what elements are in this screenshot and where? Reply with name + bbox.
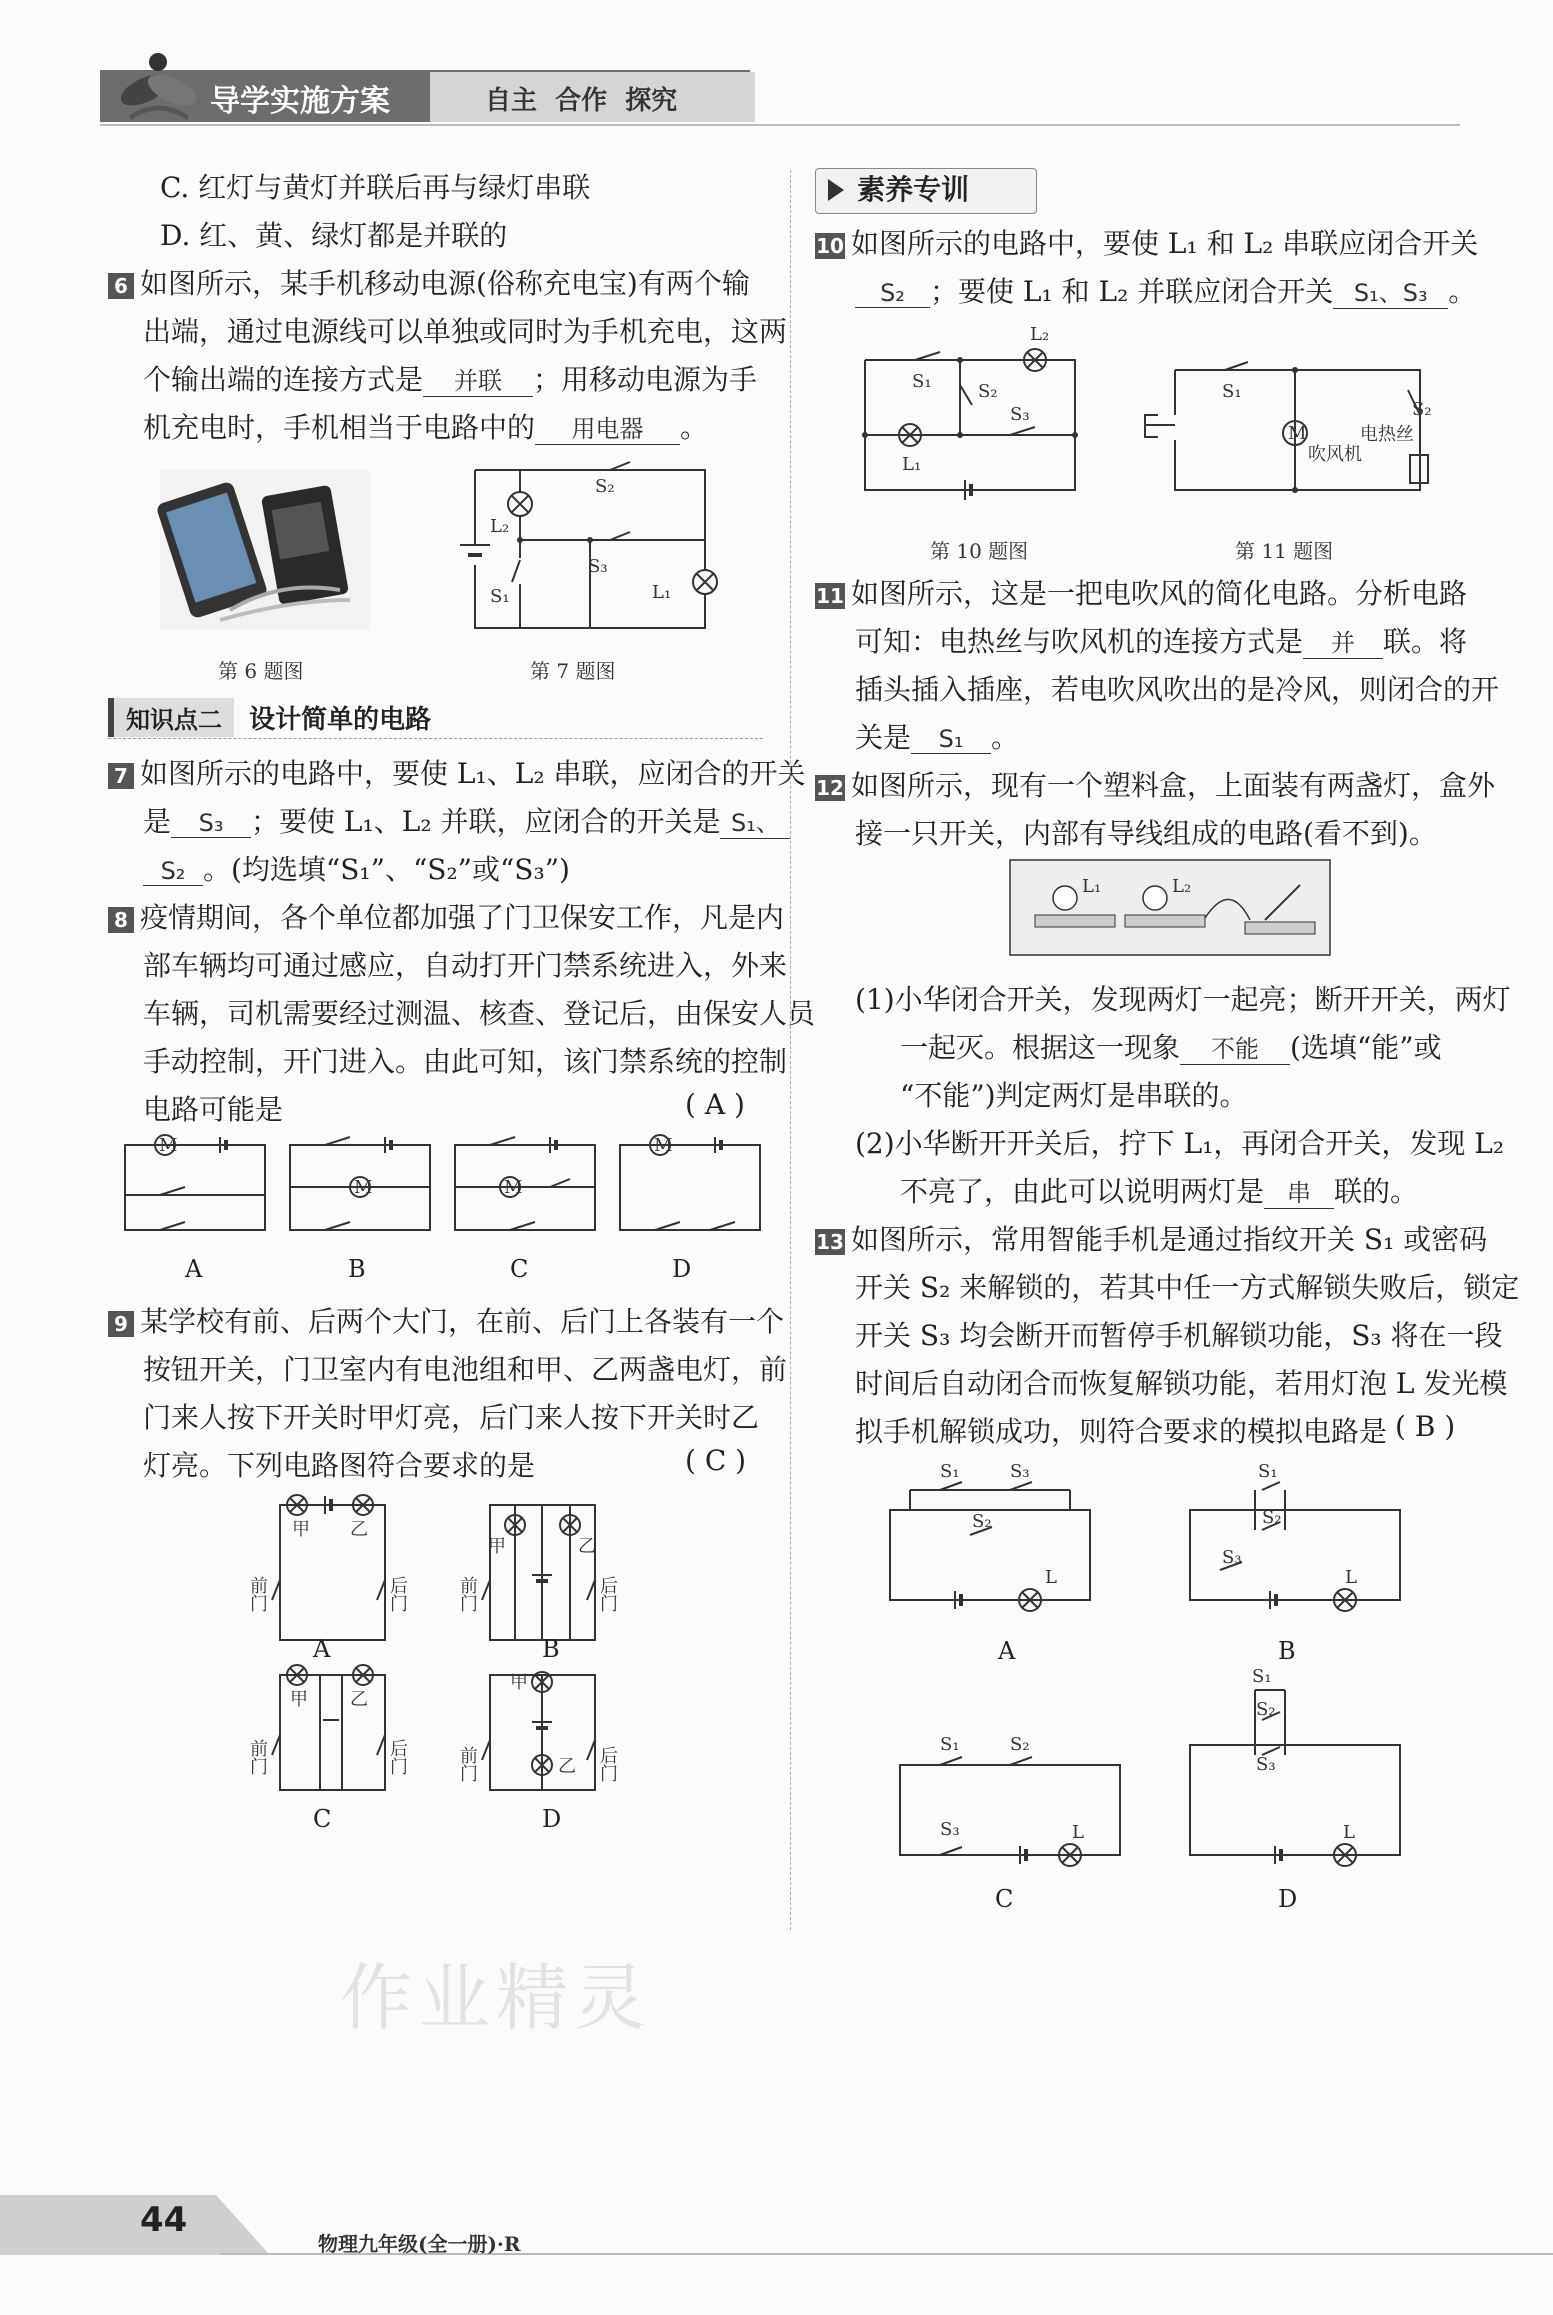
option-c: C. 红灯与黄灯并联后再与绿灯串联: [160, 171, 591, 204]
svg-text:M: M: [654, 1135, 673, 1156]
svg-text:门: 门: [600, 1764, 618, 1785]
svg-text:电热丝: 电热丝: [1360, 424, 1414, 445]
q7-answer-2: S₁、: [720, 803, 790, 839]
q12-number: 12: [816, 775, 844, 800]
q6-number: 6: [108, 273, 134, 299]
q9-line1: 9 某学校有前、后两个大门，在前、后门上各装有一个: [108, 1300, 784, 1340]
svg-text:L: L: [1045, 1567, 1057, 1588]
q7-number: 7: [108, 763, 134, 789]
right-section-title: 素养专训: [857, 173, 970, 206]
svg-text:S₂: S₂: [1010, 1734, 1030, 1755]
svg-text:L₁: L₁: [902, 454, 922, 475]
svg-text:S₂: S₂: [1412, 399, 1432, 420]
svg-text:L: L: [1343, 1822, 1355, 1843]
q13-circuit-a: [890, 1461, 1090, 1611]
footer-bar: [0, 2195, 270, 2255]
q11-answer-2: S₁: [911, 725, 991, 754]
q10-answer-1: S₂: [855, 279, 930, 308]
svg-text:前: 前: [250, 1576, 268, 1597]
option-d: D. 红、黄、绿灯都是并联的: [160, 219, 508, 252]
q8-line4: 手动控制，开门进入。由此可知，该门禁系统的控制: [143, 1045, 788, 1078]
q9-option-b: B: [542, 1635, 560, 1663]
svg-text:门: 门: [600, 1594, 618, 1615]
svg-text:门: 门: [390, 1757, 408, 1778]
svg-text:甲: 甲: [292, 1519, 310, 1540]
svg-text:S₁: S₁: [940, 1461, 960, 1482]
q7-answer-1: S₃: [171, 809, 251, 838]
logo-icon: [110, 48, 200, 128]
svg-text:后: 后: [390, 1739, 408, 1760]
q8-option-d: D: [672, 1255, 692, 1283]
q13-circuit-b: [1190, 1461, 1400, 1611]
q8-line3: 车辆，司机需要经过测温、核查、登记后，由保安人员: [143, 997, 816, 1030]
svg-text:后: 后: [600, 1746, 618, 1767]
watermark: 作业精灵: [340, 1956, 653, 2040]
column-divider: [790, 170, 791, 1930]
q7-line2: 是 S₃ ；要使 L₁、L₂ 并联，应闭合的开关是 S₁、: [143, 800, 790, 840]
q13-line2: 开关 S₂ 来解锁的，若其中任一方式解锁失败后，锁定: [855, 1271, 1520, 1304]
svg-text:L₂: L₂: [1030, 324, 1050, 345]
svg-text:S₂: S₂: [1262, 1507, 1282, 1528]
q11-line3: 插头插入插座，若电吹风吹出的是冷风，则闭合的开: [855, 673, 1500, 706]
arrow-icon: [828, 179, 844, 201]
svg-text:甲: 甲: [510, 1672, 528, 1693]
q11-line4: 关是 S₁ 。: [855, 721, 1020, 754]
q13-line5: 拟手机解锁成功，则符合要求的模拟电路是: [855, 1415, 1388, 1448]
svg-text:前: 前: [460, 1576, 478, 1597]
q13-circuits-cd: [880, 1666, 1420, 1890]
svg-text:门: 门: [460, 1594, 478, 1615]
svg-text:M: M: [159, 1135, 178, 1156]
q12-answer-1: 不能: [1180, 1029, 1290, 1065]
q9-circuit-a: [250, 1495, 408, 1640]
svg-text:乙: 乙: [350, 1689, 368, 1710]
q11-number: 11: [816, 583, 844, 608]
svg-text:L₁: L₁: [1082, 876, 1102, 897]
q13-option-b: B: [1278, 1637, 1296, 1665]
q8-option-a: A: [185, 1255, 203, 1283]
q11-caption: 第 11 题图: [1235, 539, 1334, 563]
q9-circuits-cd: [250, 1660, 630, 1820]
power-bank-photo: [160, 470, 370, 630]
q11-line1: 11 如图所示，这是一把电吹风的简化电路。分析电路: [816, 577, 1468, 610]
q9-number: 9: [108, 1311, 134, 1337]
svg-text:S₁: S₁: [1252, 1666, 1272, 1687]
q7-caption: 第 7 题图: [530, 659, 616, 683]
q9-line4: 灯亮。下列电路图符合要求的是: [143, 1449, 536, 1482]
svg-text:门: 门: [250, 1594, 268, 1615]
svg-text:S₃: S₃: [1010, 404, 1030, 425]
q10-line1: 10 如图所示的电路中，要使 L₁ 和 L₂ 串联应闭合开关: [816, 227, 1479, 260]
q7-line1: 7 如图所示的电路中，要使 L₁、L₂ 串联，应闭合的开关: [108, 752, 805, 792]
q10-number: 10: [816, 233, 844, 258]
q6-answer-1: 并联: [423, 361, 533, 397]
q7-circuit: [440, 460, 730, 640]
q11-circuit: [1130, 345, 1450, 515]
q8-number: 8: [108, 907, 134, 933]
svg-text:M: M: [504, 1177, 523, 1198]
q6-answer-2: 用电器: [535, 409, 680, 445]
svg-text:S₃: S₃: [1256, 1754, 1276, 1775]
svg-text:S₃: S₃: [940, 1819, 960, 1840]
section-title: 设计简单的电路: [249, 705, 432, 735]
section-header: [108, 698, 763, 739]
svg-text:L₂: L₂: [1172, 876, 1192, 897]
svg-text:S₁: S₁: [912, 371, 932, 392]
svg-text:乙: 乙: [350, 1519, 368, 1540]
svg-text:S₃: S₃: [1010, 1461, 1030, 1482]
svg-text:M: M: [354, 1177, 373, 1198]
svg-text:S₁: S₁: [1258, 1461, 1278, 1482]
q10-caption: 第 10 题图: [930, 539, 1029, 563]
q13-number: 13: [816, 1229, 844, 1254]
q13-line4: 时间后自动闭合而恢复解锁功能，若用灯泡 L 发光模: [855, 1367, 1508, 1400]
q11-answer-1: 并: [1303, 623, 1383, 659]
section-tag: 知识点二: [108, 698, 234, 737]
svg-text:吹风机: 吹风机: [1308, 444, 1362, 465]
svg-text:S₂: S₂: [972, 1511, 992, 1532]
q11-line2: 可知：电热丝与吹风机的连接方式是 并 联。将: [855, 625, 1468, 658]
q6-caption: 第 6 题图: [218, 659, 304, 683]
q8-option-b: B: [348, 1255, 366, 1283]
page-number: 44: [140, 2200, 188, 2240]
q7-answer-3: S₂: [143, 857, 203, 886]
header-title: 导学实施方案: [210, 84, 390, 119]
q9-circuit-d: [460, 1672, 618, 1790]
q13-option-a: A: [998, 1637, 1016, 1665]
q8-answer: ( A ): [685, 1088, 745, 1121]
q6-line1: 6 如图所示，某手机移动电源(俗称充电宝)有两个输: [108, 262, 750, 302]
q12-part1-line3: “不能”)判定两灯是串联的。: [900, 1079, 1248, 1112]
svg-text:S₃: S₃: [588, 556, 608, 577]
svg-text:S₂: S₂: [1256, 1699, 1276, 1720]
q9-option-c: C: [313, 1805, 332, 1833]
q12-part2-line1: (2)小华断开开关后，拧下 L₁，再闭合开关，发现 L₂: [855, 1127, 1505, 1160]
svg-text:后: 后: [390, 1576, 408, 1597]
q13-option-d: D: [1278, 1885, 1298, 1913]
q8-circuit-c: [455, 1137, 595, 1230]
q13-answer: ( B ): [1395, 1410, 1456, 1443]
q6-line4: 机充电时，手机相当于电路中的 用电器 。: [143, 411, 709, 444]
q6-line2: 出端，通过电源线可以单独或同时为手机充电，这两: [143, 315, 788, 348]
svg-text:甲: 甲: [488, 1536, 506, 1557]
book-title: 物理九年级(全一册)·R: [318, 2232, 521, 2256]
svg-text:L: L: [1345, 1567, 1357, 1588]
q12-line2: 接一只开关，内部有导线组成的电路(看不到)。: [855, 817, 1437, 850]
svg-text:乙: 乙: [558, 1756, 576, 1777]
svg-text:前: 前: [250, 1739, 268, 1760]
q10-circuit: [860, 325, 1090, 495]
q10-line2: S₂ ；要使 L₁ 和 L₂ 并联应闭合开关 S₁、S₃ 。: [855, 270, 1476, 310]
svg-text:S₁: S₁: [1222, 381, 1242, 402]
q12-box-figure: [1010, 860, 1330, 960]
svg-text:后: 后: [600, 1576, 618, 1597]
q13-option-c: C: [995, 1885, 1014, 1913]
q9-circuit-b: [460, 1505, 618, 1640]
q12-answer-2: 串: [1264, 1173, 1334, 1209]
q12-part1-line2: 一起灭。根据这一现象 不能 (选填“能”或: [900, 1031, 1442, 1064]
svg-text:M: M: [1288, 423, 1307, 444]
right-section-header: [815, 168, 1037, 214]
q7-line3: S₂ 。(均选填“S₁”、“S₂”或“S₃”): [143, 848, 570, 888]
svg-text:门: 门: [460, 1764, 478, 1785]
svg-text:S₂: S₂: [978, 381, 998, 402]
q6-line3: 个输出端的连接方式是 并联 ；用移动电源为手: [143, 363, 758, 396]
q13-circuit-c: [900, 1734, 1120, 1866]
svg-text:S₁: S₁: [490, 586, 510, 607]
q12-part1-line1: (1)小华闭合开关，发现两灯一起亮；断开开关，两灯: [855, 983, 1511, 1016]
q8-line2: 部车辆均可通过感应，自动打开门禁系统进入，外来: [143, 949, 788, 982]
q8-circuits: [120, 1135, 760, 1245]
q9-circuit-c: [250, 1665, 408, 1790]
q8-line5: 电路可能是: [143, 1093, 284, 1126]
svg-text:L: L: [1072, 1822, 1084, 1843]
q13-circuit-d: [1190, 1666, 1400, 1866]
svg-text:乙: 乙: [578, 1536, 596, 1557]
svg-text:门: 门: [250, 1757, 268, 1778]
q12-part2-line2: 不亮了，由此可以说明两灯是 串 联的。: [900, 1175, 1419, 1208]
q10-answer-2: S₁、S₃: [1333, 273, 1448, 309]
q9-option-d: D: [542, 1805, 562, 1833]
svg-text:S₃: S₃: [1222, 1547, 1242, 1568]
header-tags: 自主 合作 探究: [485, 86, 678, 116]
q8-line1: 8 疫情期间，各个单位都加强了门卫保安工作，凡是内: [108, 896, 784, 936]
q8-option-c: C: [510, 1255, 529, 1283]
header-rule: [100, 124, 1460, 126]
q9-line2: 按钮开关，门卫室内有电池组和甲、乙两盏电灯，前: [143, 1353, 788, 1386]
svg-text:门: 门: [390, 1594, 408, 1615]
q13-line3: 开关 S₃ 均会断开而暂停手机解锁功能，S₃ 将在一段: [855, 1319, 1503, 1352]
svg-text:甲: 甲: [290, 1689, 308, 1710]
svg-text:L₂: L₂: [490, 516, 510, 537]
svg-text:S₁: S₁: [940, 1734, 960, 1755]
svg-text:前: 前: [460, 1746, 478, 1767]
q9-line3: 门来人按下开关时甲灯亮，后门来人按下开关时乙: [143, 1401, 760, 1434]
svg-text:S₂: S₂: [595, 476, 615, 497]
q8-circuit-a: [125, 1135, 265, 1230]
q12-line1: 12 如图所示，现有一个塑料盒，上面装有两盏灯，盒外: [816, 769, 1496, 802]
q8-circuit-b: [290, 1137, 430, 1230]
q9-answer: ( C ): [685, 1444, 747, 1477]
q13-line1: 13 如图所示，常用智能手机是通过指纹开关 S₁ 或密码: [816, 1223, 1488, 1256]
q9-option-a: A: [313, 1635, 331, 1663]
q8-circuit-d: [620, 1135, 760, 1230]
svg-text:L₁: L₁: [652, 582, 672, 603]
